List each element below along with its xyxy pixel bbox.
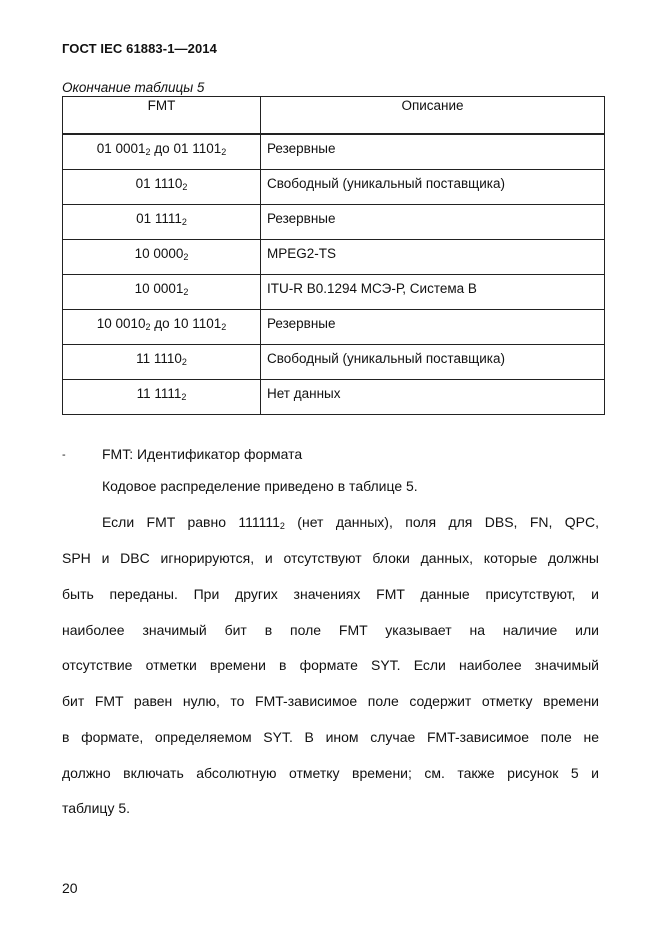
fmt-cell: 10 $0001_2$: [63, 274, 261, 309]
table-5: [62, 96, 605, 415]
paragraph-2-line-2: SPH и DBC игнорируются, и отсутствуют блоки данных, которые должны: [62, 550, 599, 566]
description-cell: Резервные: [261, 134, 605, 169]
table-caption: Окончание таблицы 5: [62, 80, 205, 95]
page-number: 20: [62, 880, 78, 896]
bullet-text: FMT: Идентификатор формата: [102, 446, 303, 462]
table-row: [63, 274, 605, 309]
table-row: [63, 169, 605, 204]
table-row: [63, 309, 605, 344]
description-cell: Свободный (уникальный поставщика): [261, 169, 605, 204]
bullet-item: [62, 446, 303, 462]
paragraph-2-line-6: бит FMT равен нулю, то FMT-зависимое поле содержит отметку времени: [62, 693, 599, 709]
table-row: [63, 239, 605, 274]
paragraph-2-line-4: наиболее значимый бит в поле FMT указывает на наличие или: [62, 622, 599, 638]
table-row: [63, 204, 605, 239]
column-header-description: Описание: [261, 97, 605, 135]
fmt-cell: 11 $1110_2$: [63, 344, 261, 379]
paragraph-2-line-9: таблицу 5.: [62, 800, 131, 816]
paragraph-2-line-3: быть переданы. При других значениях FMT данные присутствуют, и: [62, 586, 599, 602]
fmt-cell: 10 $0000_2$: [63, 239, 261, 274]
table-row: [63, 379, 605, 414]
paragraph-2-line-7: в формате, определяемом SYT. В ином случае FMT-зависимое поле не: [62, 729, 599, 745]
column-header-fmt: FMT: [63, 97, 261, 135]
table-row: [63, 134, 605, 169]
table-header-row: [63, 97, 605, 135]
description-cell: Нет данных: [261, 379, 605, 414]
description-cell: Свободный (уникальный поставщика): [261, 344, 605, 379]
description-cell: Резервные: [261, 309, 605, 344]
paragraph-2-line-1: [62, 514, 599, 530]
fmt-cell: 01 $1111_2$: [63, 204, 261, 239]
p2-l1-sub: 2: [279, 521, 285, 531]
paragraph-2-line-5: отсутствие отметки времени в формате SYT. Если наиболее значимый: [62, 657, 599, 673]
description-cell: MPEG2-TS: [261, 239, 605, 274]
fmt-cell: 10 $0010_2$ до 10 $1101_2$: [63, 309, 261, 344]
paragraph-1: Кодовое распределение приведено в таблице 5.: [102, 478, 418, 494]
p2-l1-post: (нет данных), поля для DBS, FN, QPC,: [284, 514, 599, 530]
fmt-cell: 11 $1111_2$: [63, 379, 261, 414]
bullet-mark: -: [62, 449, 66, 461]
description-cell: ITU-R B0.1294 МСЭ-Р, Система В: [261, 274, 605, 309]
paragraph-2-line-8: должно включать абсолютную отметку времени; см. также рисунок 5 и: [62, 765, 599, 781]
description-cell: Резервные: [261, 204, 605, 239]
fmt-cell: 01 $1110_2$: [63, 169, 261, 204]
p2-l1-pre: Если FMT равно 111111: [102, 514, 280, 530]
document-header: ГОСТ IEC 61883-1—2014: [62, 41, 217, 56]
fmt-cell: 01 $0001_2$ до 01 $1101_2$: [63, 134, 261, 169]
table-row: [63, 344, 605, 379]
